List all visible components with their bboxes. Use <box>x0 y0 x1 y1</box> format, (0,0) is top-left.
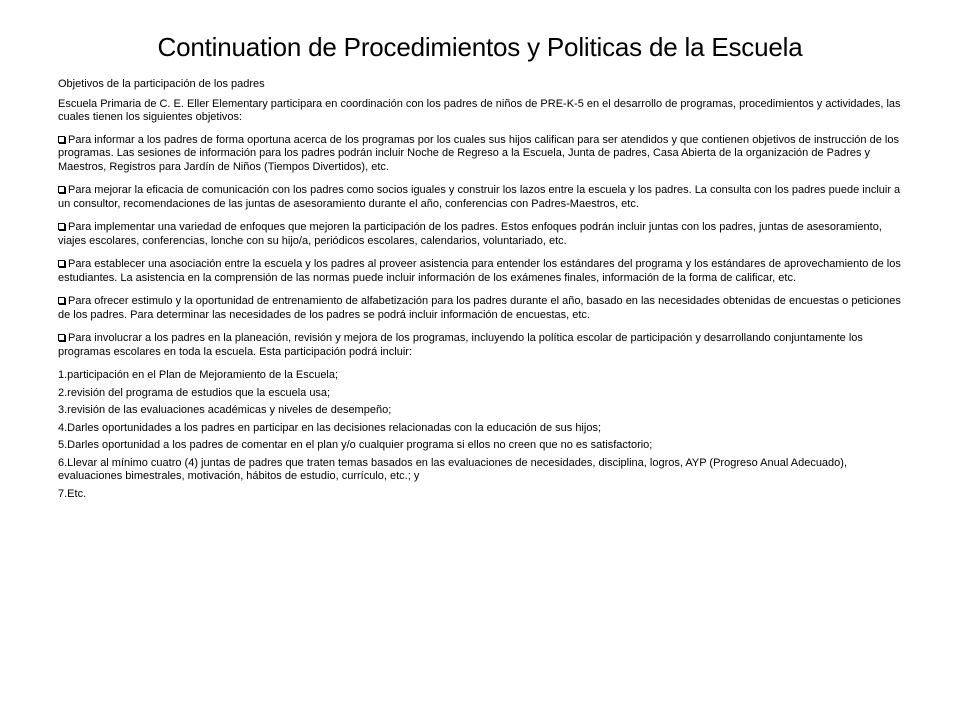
objective-text: Para mejorar la eficacia de comunicación con los padres como socios iguales y construir los lazos entre la escuela y los padres. La consulta con los padres puede incluir a un consultor, recomendaciones de las juntas de asesoramiento durante el año, conferencias con Padres-Maestros, etc. <box>58 184 901 210</box>
square-bullet-icon <box>58 136 65 143</box>
numbered-item: 3.revisión de las evaluaciones académicas y niveles de desempeño; <box>58 404 392 416</box>
objective-bullet <box>58 134 908 175</box>
objective-text: Para ofrecer estimulo y la oportunidad de entrenamiento de alfabetización para los padres durante el año, basado en las necesidades obtenidas de encuestas o peticiones de los padres. Para determinar las necesidades de los padres se podrá incluir información de encuestas, etc. <box>58 295 901 321</box>
objective-bullet <box>58 184 908 211</box>
numbered-item: 4.Darles oportunidades a los padres en participar en las decisiones relacionadas con la educación de sus hijos; <box>58 421 601 434</box>
numbered-item: 1.participación en el Plan de Mejoramiento de la Escuela; <box>58 369 339 381</box>
section-heading: Objetivos de la participación de los padres <box>58 78 265 90</box>
numbered-item: 6.Llevar al mínimo cuatro (4) juntas de padres que traten temas basados en las evaluaciones de necesidades, disciplina, logros, AYP (Progreso Anual Adecuado), evaluaciones bimestrales, motivación, hábitos de estudio, currículo, etc.; y <box>58 456 848 482</box>
objective-text: Para implementar una variedad de enfoques que mejoren la participación de los padres. Estos enfoques podrán incluir juntas con los padres, juntas de asesoramiento, viajes escolares, conferencias, lonche con su hijo/a, periódicos escolares, calendarios, voluntariado, etc. <box>58 221 882 247</box>
square-bullet-icon <box>58 186 65 193</box>
objective-text: Para informar a los padres de forma oportuna acerca de los programas por los cuales sus hijos califican para ser atendidos y que contienen objetivos de instrucción de los programas. Las sesiones de información para los padres podrán incluir Noche de Regreso a la Escuela, Junta de padres, Casa Abierta de la organización de Padres y Maestros, Registros para Jardín de Niños (Tiempos Divertidos), etc. <box>58 133 899 173</box>
numbered-item: 2.revisión del programa de estudios que la escuela usa; <box>58 386 331 399</box>
objective-bullet <box>58 258 908 285</box>
square-bullet-icon <box>58 223 65 230</box>
numbered-item: 7.Etc. <box>58 487 87 500</box>
objective-bullet <box>58 221 908 248</box>
objective-text: Para involucrar a los padres en la planeación, revisión y mejora de los programas, incluyendo la política escolar de participación y desarrollando conjuntamente los programas escolares en toda la escuela. Esta participación podrá incluir: <box>58 332 863 358</box>
objective-bullet <box>58 332 908 359</box>
numbered-item: 5.Darles oportunidad a los padres de comentar en el plan y/o cualquier programa si ellos no creen que no es satisfactorio; <box>58 439 653 451</box>
objective-bullet <box>58 295 908 322</box>
slide-title: Continuation de Procedimientos y Politicas de la Escuela <box>157 32 803 62</box>
objective-text: Para establecer una asociación entre la escuela y los padres al proveer asistencia para entender los estándares del programa y los estándares de aprovechamiento de los estudiantes. La asistencia en la comprensión de las normas puede incluir información de los exámenes finales, información de la forma de calificar, etc. <box>58 258 901 284</box>
intro-paragraph: Escuela Primaria de C. E. Eller Elementary participara en coordinación con los padres de niños de PRE-K-5 en el desarrollo de programas, procedimientos y actividades, las cuales tienen los siguientes objetivos: <box>58 97 901 123</box>
square-bullet-icon <box>58 334 65 341</box>
slide-body <box>58 78 908 505</box>
square-bullet-icon <box>58 297 65 304</box>
square-bullet-icon <box>58 260 65 267</box>
